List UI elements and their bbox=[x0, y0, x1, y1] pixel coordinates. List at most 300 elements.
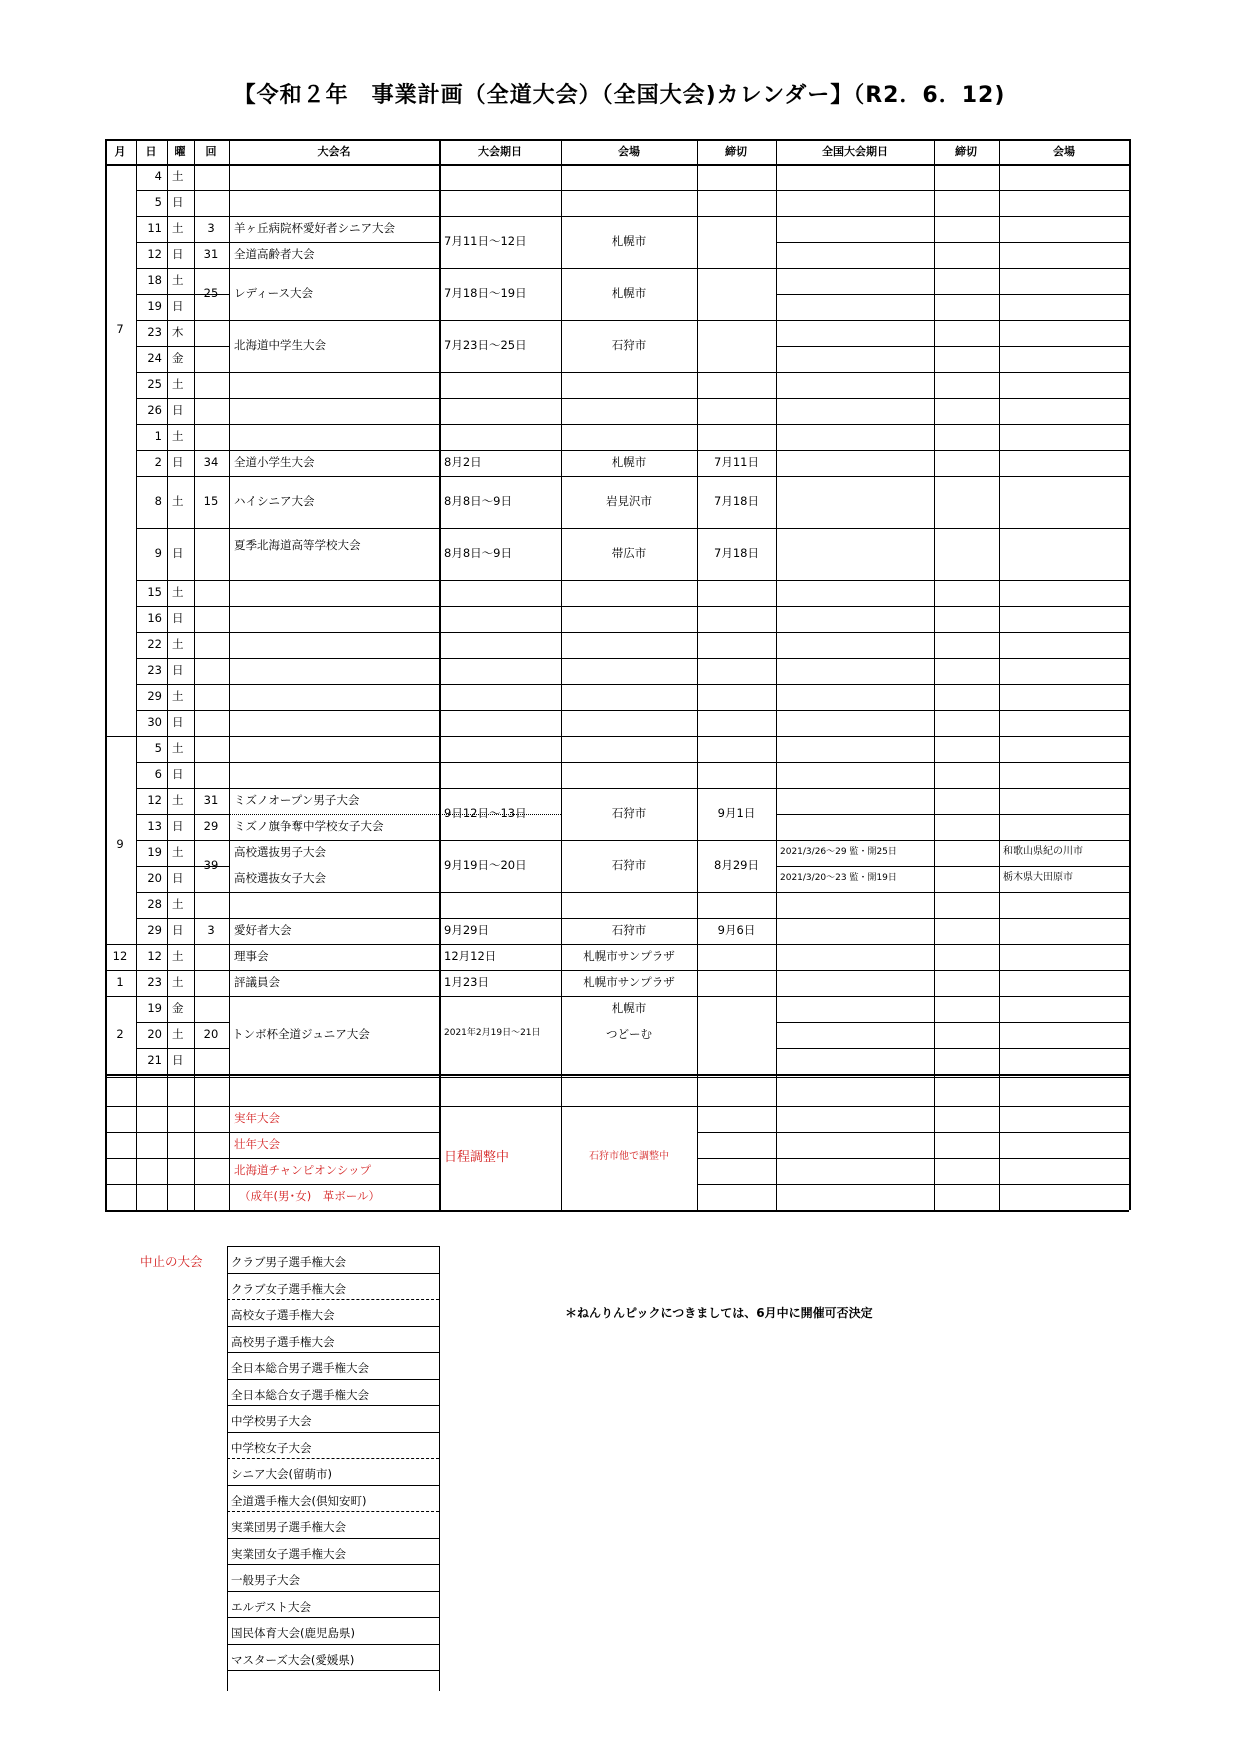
day-cell: 15 bbox=[147, 585, 162, 599]
table-rule bbox=[194, 424, 439, 425]
weekday-cell: 日 bbox=[172, 663, 184, 677]
event-period-cell: 7月11日～12日 bbox=[444, 234, 527, 248]
deadline-cell: 7月18日 bbox=[714, 546, 759, 560]
weekday-cell: 土 bbox=[172, 429, 184, 443]
deadline-cell: 7月11日 bbox=[714, 455, 759, 469]
round-cell: 29 bbox=[203, 819, 219, 833]
pending-venue-cell: 石狩市他で調整中 bbox=[589, 1151, 669, 1162]
column-header: 回 bbox=[205, 145, 217, 158]
venue-cell: 札幌市 bbox=[611, 234, 647, 248]
venue-cell: 札幌市 bbox=[611, 455, 647, 469]
table-rule bbox=[697, 139, 698, 1210]
table-rule bbox=[105, 1184, 439, 1185]
table-rule bbox=[194, 450, 439, 451]
day-cell: 4 bbox=[154, 169, 162, 183]
venue-cell: 札幌市サンプラザ bbox=[583, 975, 675, 989]
table-rule bbox=[776, 424, 1129, 425]
pending-event-cell: 北海道チャンピオンシップ bbox=[234, 1163, 372, 1177]
event-period-cell: 8月8日～9日 bbox=[444, 546, 512, 560]
table-rule bbox=[194, 242, 229, 243]
weekday-cell: 日 bbox=[172, 923, 184, 937]
round-cell: 3 bbox=[207, 923, 215, 937]
weekday-cell: 日 bbox=[172, 403, 184, 417]
table-rule bbox=[439, 840, 776, 841]
deadline-cell: 9月6日 bbox=[717, 923, 756, 937]
venue-cell: 帯広市 bbox=[611, 546, 647, 560]
national-period-cell: 2021/3/26～29 監・開25日 bbox=[780, 847, 897, 857]
table-rule bbox=[227, 1591, 439, 1592]
event-period-cell: 1月23日 bbox=[444, 975, 489, 989]
table-rule bbox=[194, 139, 195, 1210]
event-period-cell: 8月2日 bbox=[444, 455, 482, 469]
event-name-cell: 愛好者大会 bbox=[234, 923, 292, 937]
table-rule bbox=[776, 606, 1129, 607]
table-rule bbox=[439, 450, 776, 451]
table-rule bbox=[776, 190, 1129, 191]
table-rule bbox=[194, 320, 439, 321]
event-period-cell: 9月29日 bbox=[444, 923, 489, 937]
round-cell: 34 bbox=[203, 455, 219, 469]
table-rule bbox=[194, 372, 439, 373]
venue-cell: 札幌市サンプラザ bbox=[583, 949, 675, 963]
table-rule bbox=[136, 1048, 229, 1049]
table-rule bbox=[227, 1246, 228, 1691]
table-rule bbox=[194, 710, 439, 711]
table-rule bbox=[105, 1158, 439, 1159]
pending-event-cell: 壮年大会 bbox=[234, 1137, 280, 1151]
column-header: 月 bbox=[114, 145, 126, 158]
weekday-cell: 日 bbox=[172, 546, 184, 560]
table-rule bbox=[194, 918, 439, 919]
table-rule bbox=[105, 1106, 439, 1107]
table-rule bbox=[229, 814, 439, 815]
table-rule bbox=[776, 762, 1129, 763]
event-name-cell: トンボ杯全道ジュニア大会 bbox=[232, 1027, 370, 1041]
weekday-cell: 金 bbox=[172, 1001, 184, 1015]
table-rule bbox=[439, 944, 776, 945]
table-rule bbox=[227, 1246, 439, 1247]
table-rule bbox=[439, 970, 776, 971]
round-cell: 3 bbox=[207, 221, 215, 235]
weekday-cell: 木 bbox=[172, 325, 184, 339]
cancelled-item: マスターズ大会(愛媛県) bbox=[231, 1652, 355, 1667]
event-period-cell: 9日12日～13日 bbox=[444, 806, 527, 820]
table-rule bbox=[439, 710, 776, 711]
cancelled-item: 一般男子大会 bbox=[231, 1573, 300, 1587]
table-rule bbox=[227, 1432, 439, 1433]
venue-cell: 岩見沢市 bbox=[606, 494, 652, 508]
table-rule bbox=[194, 190, 439, 191]
table-rule bbox=[439, 658, 776, 659]
table-rule bbox=[776, 294, 1129, 295]
cancelled-item: クラブ女子選手権大会 bbox=[231, 1281, 346, 1296]
event-name-cell: 夏季北海道高等学校大会 bbox=[234, 538, 361, 552]
round-cell: 39 bbox=[203, 858, 219, 872]
table-rule bbox=[776, 814, 1129, 815]
weekday-cell: 土 bbox=[172, 585, 184, 599]
month-cell: 12 bbox=[112, 949, 128, 963]
table-rule bbox=[1129, 139, 1131, 1210]
table-rule bbox=[439, 216, 776, 217]
table-rule bbox=[227, 1644, 439, 1645]
table-rule bbox=[229, 242, 439, 243]
event-period-cell: 7月18日～19日 bbox=[444, 286, 527, 300]
weekday-cell: 土 bbox=[172, 221, 184, 235]
table-rule bbox=[439, 139, 441, 1210]
day-cell: 12 bbox=[147, 793, 162, 807]
table-rule bbox=[136, 346, 229, 347]
weekday-cell: 土 bbox=[172, 845, 184, 859]
event-name-cell: 高校選抜女子大会 bbox=[234, 871, 326, 885]
table-rule bbox=[227, 1538, 439, 1539]
table-rule bbox=[439, 320, 776, 321]
cancelled-item: 全道選手権大会(倶知安町) bbox=[231, 1493, 367, 1508]
venue-cell: 石狩市 bbox=[611, 338, 647, 352]
day-cell: 23 bbox=[147, 663, 162, 677]
weekday-cell: 日 bbox=[172, 767, 184, 781]
day-cell: 19 bbox=[147, 845, 162, 859]
event-period-cell: 7月23日～25日 bbox=[444, 338, 527, 352]
weekday-cell: 日 bbox=[172, 1053, 184, 1067]
event-name-cell: 全道高齢者大会 bbox=[234, 247, 315, 261]
table-rule bbox=[776, 398, 1129, 399]
table-rule bbox=[194, 216, 439, 217]
table-rule bbox=[227, 1458, 439, 1459]
column-header: 締切 bbox=[955, 145, 977, 158]
weekday-cell: 土 bbox=[172, 169, 184, 183]
event-period-cell: 8月8日～9日 bbox=[444, 494, 512, 508]
venue-cell: 札幌市 bbox=[611, 1001, 647, 1015]
round-cell: 25 bbox=[203, 286, 219, 300]
table-rule bbox=[776, 736, 1129, 737]
cancelled-item: 高校女子選手権大会 bbox=[231, 1308, 335, 1322]
table-rule bbox=[776, 632, 1129, 633]
weekday-cell: 日 bbox=[172, 611, 184, 625]
table-rule bbox=[105, 1077, 1129, 1078]
table-rule bbox=[561, 139, 562, 1210]
table-rule bbox=[194, 996, 439, 997]
table-rule bbox=[776, 918, 1129, 919]
day-cell: 16 bbox=[147, 611, 162, 625]
table-rule bbox=[105, 1075, 1129, 1076]
table-rule bbox=[105, 1210, 1129, 1212]
table-rule bbox=[439, 268, 776, 269]
day-cell: 12 bbox=[147, 247, 162, 261]
weekday-cell: 土 bbox=[172, 689, 184, 703]
table-rule bbox=[999, 139, 1000, 1210]
day-cell: 9 bbox=[154, 546, 162, 560]
day-cell: 2 bbox=[154, 455, 162, 469]
event-period-cell: 9月19日～20日 bbox=[444, 858, 527, 872]
day-cell: 26 bbox=[147, 403, 162, 417]
table-rule bbox=[105, 1132, 439, 1133]
cancelled-item: 高校男子選手権大会 bbox=[231, 1334, 335, 1349]
table-rule bbox=[105, 139, 107, 1210]
event-name-cell: ハイシニア大会 bbox=[234, 494, 315, 508]
event-name-cell: レディース大会 bbox=[234, 286, 314, 300]
table-rule bbox=[439, 996, 776, 997]
weekday-cell: 土 bbox=[172, 1027, 184, 1041]
day-cell: 12 bbox=[147, 949, 162, 963]
table-rule bbox=[194, 840, 439, 841]
column-header: 曜 bbox=[174, 145, 186, 158]
event-period-cell: 2021年2月19日～21日 bbox=[444, 1028, 541, 1038]
deadline-cell: 9月1日 bbox=[717, 806, 756, 820]
weekday-cell: 金 bbox=[172, 351, 184, 365]
table-rule bbox=[194, 268, 439, 269]
column-header: 大会名 bbox=[317, 145, 351, 158]
table-rule bbox=[439, 476, 776, 477]
weekday-cell: 日 bbox=[172, 455, 184, 469]
table-rule bbox=[776, 944, 1129, 945]
table-rule bbox=[194, 788, 439, 789]
table-rule bbox=[697, 1158, 1129, 1159]
table-rule bbox=[105, 164, 1129, 166]
table-rule bbox=[229, 139, 230, 1210]
table-rule bbox=[194, 684, 439, 685]
table-rule bbox=[776, 580, 1129, 581]
column-header: 全国大会期日 bbox=[822, 145, 888, 158]
table-rule bbox=[227, 1273, 439, 1274]
day-cell: 22 bbox=[147, 637, 162, 651]
table-rule bbox=[776, 372, 1129, 373]
weekday-cell: 土 bbox=[172, 741, 184, 755]
deadline-cell: 7月18日 bbox=[714, 494, 759, 508]
month-cell: 7 bbox=[116, 322, 124, 336]
pending-event-cell: 実年大会 bbox=[234, 1111, 280, 1125]
round-cell: 31 bbox=[203, 247, 219, 261]
weekday-cell: 土 bbox=[172, 949, 184, 963]
month-cell: 2 bbox=[116, 1027, 124, 1041]
cancelled-item: 実業団男子選手権大会 bbox=[231, 1520, 346, 1534]
weekday-cell: 土 bbox=[172, 793, 184, 807]
table-rule bbox=[776, 840, 1129, 841]
venue-cell: 石狩市 bbox=[611, 923, 647, 937]
table-rule bbox=[194, 762, 439, 763]
weekday-cell: 日 bbox=[172, 819, 184, 833]
event-name-cell: 北海道中学生大会 bbox=[234, 338, 326, 352]
table-rule bbox=[194, 658, 439, 659]
table-rule bbox=[227, 1352, 439, 1353]
day-cell: 25 bbox=[147, 377, 162, 391]
table-rule bbox=[227, 1511, 439, 1512]
table-rule bbox=[136, 139, 137, 1210]
cancelled-item: 実業団女子選手権大会 bbox=[231, 1546, 346, 1561]
day-cell: 30 bbox=[147, 715, 162, 729]
round-cell: 20 bbox=[203, 1027, 219, 1041]
table-rule bbox=[439, 632, 776, 633]
table-rule bbox=[194, 398, 439, 399]
table-rule bbox=[697, 1106, 1129, 1107]
day-cell: 29 bbox=[147, 689, 162, 703]
table-rule bbox=[227, 1379, 439, 1380]
cancelled-item: 中学校女子大会 bbox=[231, 1440, 312, 1455]
pending-period-cell: 日程調整中 bbox=[444, 1150, 510, 1165]
table-rule bbox=[227, 1405, 439, 1406]
venue-cell: 札幌市 bbox=[611, 286, 647, 300]
cancelled-item: 中学校男子大会 bbox=[231, 1414, 312, 1428]
cancelled-item: 全日本総合男子選手権大会 bbox=[231, 1361, 369, 1375]
page-title: 【令和２年 事業計画（全道大会）（全国大会)カレンダー】（R2．6．12) bbox=[233, 83, 1006, 108]
table-rule bbox=[439, 762, 776, 763]
day-cell: 20 bbox=[147, 1027, 162, 1041]
cancelled-item: エルデスト大会 bbox=[231, 1599, 312, 1614]
event-name-cell: ミズノ旗争奪中学校女子大会 bbox=[234, 819, 384, 833]
column-header: 会場 bbox=[618, 145, 640, 158]
column-header: 大会期日 bbox=[478, 145, 522, 158]
table-rule bbox=[776, 528, 1129, 529]
table-rule bbox=[776, 139, 777, 1210]
table-rule bbox=[227, 1485, 439, 1486]
event-name-cell: 全道小学生大会 bbox=[234, 455, 315, 469]
table-rule bbox=[697, 1184, 1129, 1185]
day-cell: 23 bbox=[147, 975, 162, 989]
table-rule bbox=[776, 476, 1129, 477]
nenrin-note: ＊ねんりんピックにつきましては、6月中に開催可否決定 bbox=[565, 1306, 873, 1320]
table-rule bbox=[194, 580, 439, 581]
cancelled-item: 国民体育大会(鹿児島県) bbox=[231, 1626, 355, 1640]
national-venue-cell: 和歌山県紀の川市 bbox=[1003, 846, 1083, 857]
cancelled-item: 全日本総合女子選手権大会 bbox=[231, 1387, 369, 1402]
day-cell: 8 bbox=[154, 494, 162, 508]
day-cell: 18 bbox=[147, 273, 162, 287]
day-cell: 20 bbox=[147, 871, 162, 885]
weekday-cell: 日 bbox=[172, 715, 184, 729]
table-rule bbox=[776, 1048, 1129, 1049]
day-cell: 24 bbox=[147, 351, 162, 365]
weekday-cell: 土 bbox=[172, 897, 184, 911]
table-rule bbox=[105, 139, 1129, 141]
cancelled-item: クラブ男子選手権大会 bbox=[231, 1255, 346, 1269]
day-cell: 21 bbox=[147, 1053, 162, 1067]
weekday-cell: 日 bbox=[172, 299, 184, 313]
table-rule bbox=[776, 788, 1129, 789]
table-rule bbox=[776, 268, 1129, 269]
round-cell: 15 bbox=[203, 494, 219, 508]
table-rule bbox=[194, 944, 439, 945]
table-rule bbox=[776, 710, 1129, 711]
table-rule bbox=[776, 346, 1129, 347]
table-rule bbox=[227, 1617, 439, 1618]
table-rule bbox=[439, 788, 776, 789]
month-cell: 1 bbox=[116, 975, 124, 989]
event-name-cell: 評議員会 bbox=[234, 975, 280, 989]
table-rule bbox=[194, 892, 439, 893]
table-rule bbox=[194, 528, 439, 529]
table-rule bbox=[167, 139, 168, 1210]
table-rule bbox=[776, 892, 1129, 893]
day-cell: 19 bbox=[147, 299, 162, 313]
column-header: 日 bbox=[145, 145, 157, 158]
day-cell: 23 bbox=[147, 325, 162, 339]
weekday-cell: 土 bbox=[172, 377, 184, 391]
month-cell: 9 bbox=[116, 837, 124, 851]
table-rule bbox=[227, 1670, 439, 1671]
weekday-cell: 日 bbox=[172, 247, 184, 261]
event-name-cell: 理事会 bbox=[234, 949, 269, 963]
national-period-cell: 2021/3/20～23 監・開19日 bbox=[780, 873, 897, 883]
weekday-cell: 土 bbox=[172, 637, 184, 651]
table-rule bbox=[776, 216, 1129, 217]
table-rule bbox=[227, 1564, 439, 1565]
table-rule bbox=[136, 1022, 229, 1023]
venue-cell: つどーむ bbox=[606, 1027, 652, 1041]
table-rule bbox=[776, 450, 1129, 451]
table-rule bbox=[776, 970, 1129, 971]
venue-cell: 石狩市 bbox=[611, 806, 647, 820]
table-rule bbox=[194, 814, 229, 815]
pending-event-cell: （成年(男･女) 革ボール） bbox=[239, 1189, 380, 1203]
calendar-table bbox=[105, 139, 1129, 1212]
day-cell: 6 bbox=[154, 767, 162, 781]
table-rule bbox=[439, 580, 776, 581]
table-rule bbox=[194, 970, 439, 971]
table-rule bbox=[194, 736, 439, 737]
event-name-cell: 高校選抜男子大会 bbox=[234, 845, 326, 859]
table-rule bbox=[439, 918, 776, 919]
day-cell: 1 bbox=[154, 429, 162, 443]
column-header: 会場 bbox=[1053, 145, 1075, 158]
day-cell: 13 bbox=[147, 819, 162, 833]
table-rule bbox=[776, 1022, 1129, 1023]
day-cell: 28 bbox=[147, 897, 162, 911]
day-cell: 19 bbox=[147, 1001, 162, 1015]
table-rule bbox=[439, 528, 776, 529]
weekday-cell: 日 bbox=[172, 871, 184, 885]
cancelled-item: シニア大会(留萌市) bbox=[231, 1467, 332, 1481]
weekday-cell: 土 bbox=[172, 494, 184, 508]
table-rule bbox=[194, 476, 439, 477]
table-rule bbox=[776, 658, 1129, 659]
table-rule bbox=[194, 632, 439, 633]
table-rule bbox=[439, 736, 776, 737]
table-rule bbox=[439, 606, 776, 607]
weekday-cell: 土 bbox=[172, 273, 184, 287]
column-header: 締切 bbox=[725, 145, 747, 158]
table-rule bbox=[439, 892, 776, 893]
day-cell: 29 bbox=[147, 923, 162, 937]
weekday-cell: 日 bbox=[172, 195, 184, 209]
weekday-cell: 土 bbox=[172, 975, 184, 989]
table-rule bbox=[776, 242, 1129, 243]
table-rule bbox=[697, 1132, 1129, 1133]
table-rule bbox=[439, 1246, 440, 1691]
table-rule bbox=[439, 398, 776, 399]
venue-cell: 石狩市 bbox=[611, 858, 647, 872]
table-rule bbox=[194, 606, 439, 607]
national-venue-cell: 栃木県大田原市 bbox=[1003, 872, 1073, 883]
table-rule bbox=[439, 424, 776, 425]
table-rule bbox=[934, 139, 935, 1210]
day-cell: 5 bbox=[154, 195, 162, 209]
deadline-cell: 8月29日 bbox=[714, 858, 759, 872]
table-rule bbox=[776, 684, 1129, 685]
round-cell: 31 bbox=[203, 793, 219, 807]
table-rule bbox=[227, 1326, 439, 1327]
table-rule bbox=[776, 866, 1129, 867]
event-name-cell: ミズノオープン男子大会 bbox=[234, 793, 360, 807]
table-rule bbox=[227, 1299, 439, 1300]
table-rule bbox=[439, 684, 776, 685]
cancelled-label: 中止の大会 bbox=[140, 1254, 203, 1269]
table-rule bbox=[439, 372, 776, 373]
table-rule bbox=[776, 320, 1129, 321]
table-rule bbox=[776, 996, 1129, 997]
event-name-cell: 羊ヶ丘病院杯愛好者シニア大会 bbox=[234, 221, 395, 235]
day-cell: 5 bbox=[154, 741, 162, 755]
table-rule bbox=[439, 190, 776, 191]
day-cell: 11 bbox=[147, 221, 162, 235]
